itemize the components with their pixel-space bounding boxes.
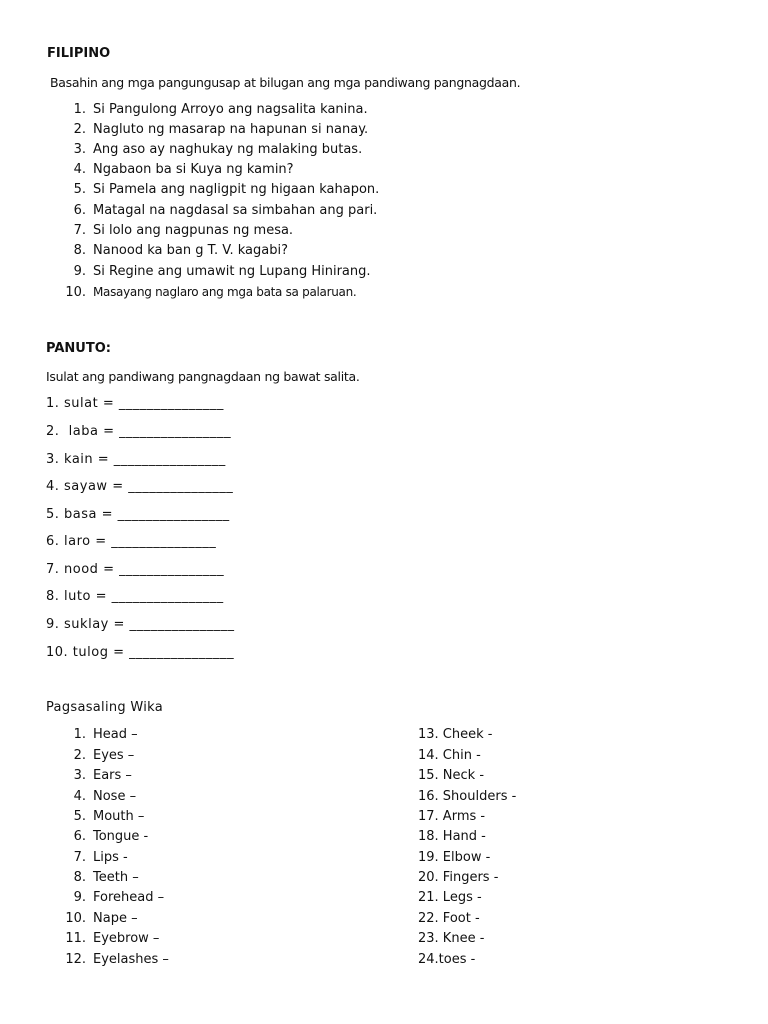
item-text: Si Pamela ang nagligpit ng higaan kahapon. — [93, 182, 380, 197]
list-item: 21. Legs - — [418, 890, 482, 905]
exercise-item: 4. sayaw = _______________ — [46, 479, 234, 494]
item-number: 3. — [73, 142, 86, 157]
item-text: Si Regine ang umawit ng Lupang Hinirang. — [93, 264, 371, 279]
panuto-heading: PANUTO: — [46, 341, 111, 356]
exercise-item: 6. laro = _______________ — [46, 534, 217, 549]
exercise-item: 2. laba = ________________ — [46, 424, 232, 439]
item-number: 2. — [73, 122, 86, 137]
list-item: 24.toes - — [418, 952, 476, 967]
exercise-item: 3. kain = ________________ — [46, 452, 226, 467]
list-item: 19. Elbow - — [418, 850, 491, 865]
exercise-item: 10. tulog = _______________ — [46, 645, 235, 660]
instruction-text: Basahin ang mga pangungusap at bilugan ang mga pandiwang pangnagdaan. — [50, 75, 521, 90]
list-item: 16. Shoulders - — [418, 789, 517, 804]
list-item: 17. Arms - — [418, 809, 486, 824]
item-number: 6. — [73, 203, 86, 218]
exercise-item: 9. suklay = _______________ — [46, 617, 235, 632]
translation-heading: Pagsasaling Wika — [46, 700, 164, 715]
item-text: Ang aso ay naghukay ng malaking butas. — [93, 142, 363, 157]
item-text: Ngabaon ba si Kuya ng kamin? — [93, 162, 294, 177]
item-text: Matagal na nagdasal sa simbahan ang pari. — [93, 203, 378, 218]
item-number: 5. — [73, 182, 86, 197]
worksheet-page: FILIPINO Basahin ang mga pangungusap at bilugan ang mga pandiwang pangnagdaan. 1. Si Pangulong Arroyo ang nagsalita kanina. 2. Nagluto ng masarap na hapunan si nanay. 3. Ang aso ay naghukay ng malaking butas. 4. Ngabaon ba si Kuya ng kamin? 5. Si Pamela ang nagligpit ng higaan kahapon. 6. Matagal na nagdasal sa simbahan ang pari. 7. Si lolo ang nagpunas ng mesa. 8. Nanood ka ban g T. V. kagabi? 9. Si Regine ang umawit ng Lupang Hinirang. 10. Masayang naglaro ang mga bata sa palaruan. PANUTO: Isulat ang pandiwang pangnagdaan ng bawat salita. 1. sulat = _______________ 2. laba = ________________ 3. kain = ________________ 4. sayaw = _______________ 5. basa = ________________ 6. laro = _______________ 7. nood = _______________ 8. luto = ________________ 9. suklay = _______________ 10. tulog = _______________ Pagsasaling Wika 1. Head – 2. Eyes – 3. Ears – 4. Nose – 5. Mouth – 6. Tongue - 7. Lips - 8. Teeth – 9. Forehead – 10. Nape – 11. Eyebrow – 12. Eyelashes – 13. Cheek - 14. Chin - 15. Neck - 16. Shoulders - 17. Arms - 18. Hand - 19. Elbow - 20. Fingers - 21. Legs - 22. Foot - 23. Knee - 24.toes - — [0, 0, 768, 1024]
item-number: 9. — [73, 264, 86, 279]
list-item: 23. Knee - — [418, 931, 485, 946]
list-item: 22. Foot - — [418, 911, 480, 926]
item-text: Masayang naglaro ang mga bata sa palaruan. — [93, 285, 357, 299]
list-item: 15. Neck - — [418, 768, 485, 783]
list-item: 14. Chin - — [418, 748, 481, 763]
exercise-item: 1. sulat = _______________ — [46, 396, 224, 411]
item-number: 8. — [73, 243, 86, 258]
item-number: 1. — [73, 102, 86, 117]
item-number: 7. — [73, 223, 86, 238]
item-number: 10. — [65, 285, 86, 300]
item-text: Nanood ka ban g T. V. kagabi? — [93, 243, 288, 258]
page-title: FILIPINO — [47, 46, 111, 61]
list-item: 20. Fingers - — [418, 870, 499, 885]
list-item: 13. Cheek - — [418, 727, 493, 742]
exercise-item: 8. luto = ________________ — [46, 589, 224, 604]
item-text: Nagluto ng masarap na hapunan si nanay. — [93, 122, 369, 137]
item-text: Si Pangulong Arroyo ang nagsalita kanina. — [93, 102, 368, 117]
exercise-item: 5. basa = ________________ — [46, 507, 230, 522]
item-text: Si lolo ang nagpunas ng mesa. — [93, 223, 294, 238]
list-item: 18. Hand - — [418, 829, 486, 844]
panuto-instruction: Isulat ang pandiwang pangnagdaan ng bawat salita. — [46, 369, 360, 384]
exercise-item: 7. nood = _______________ — [46, 562, 225, 577]
item-number: 4. — [73, 162, 86, 177]
